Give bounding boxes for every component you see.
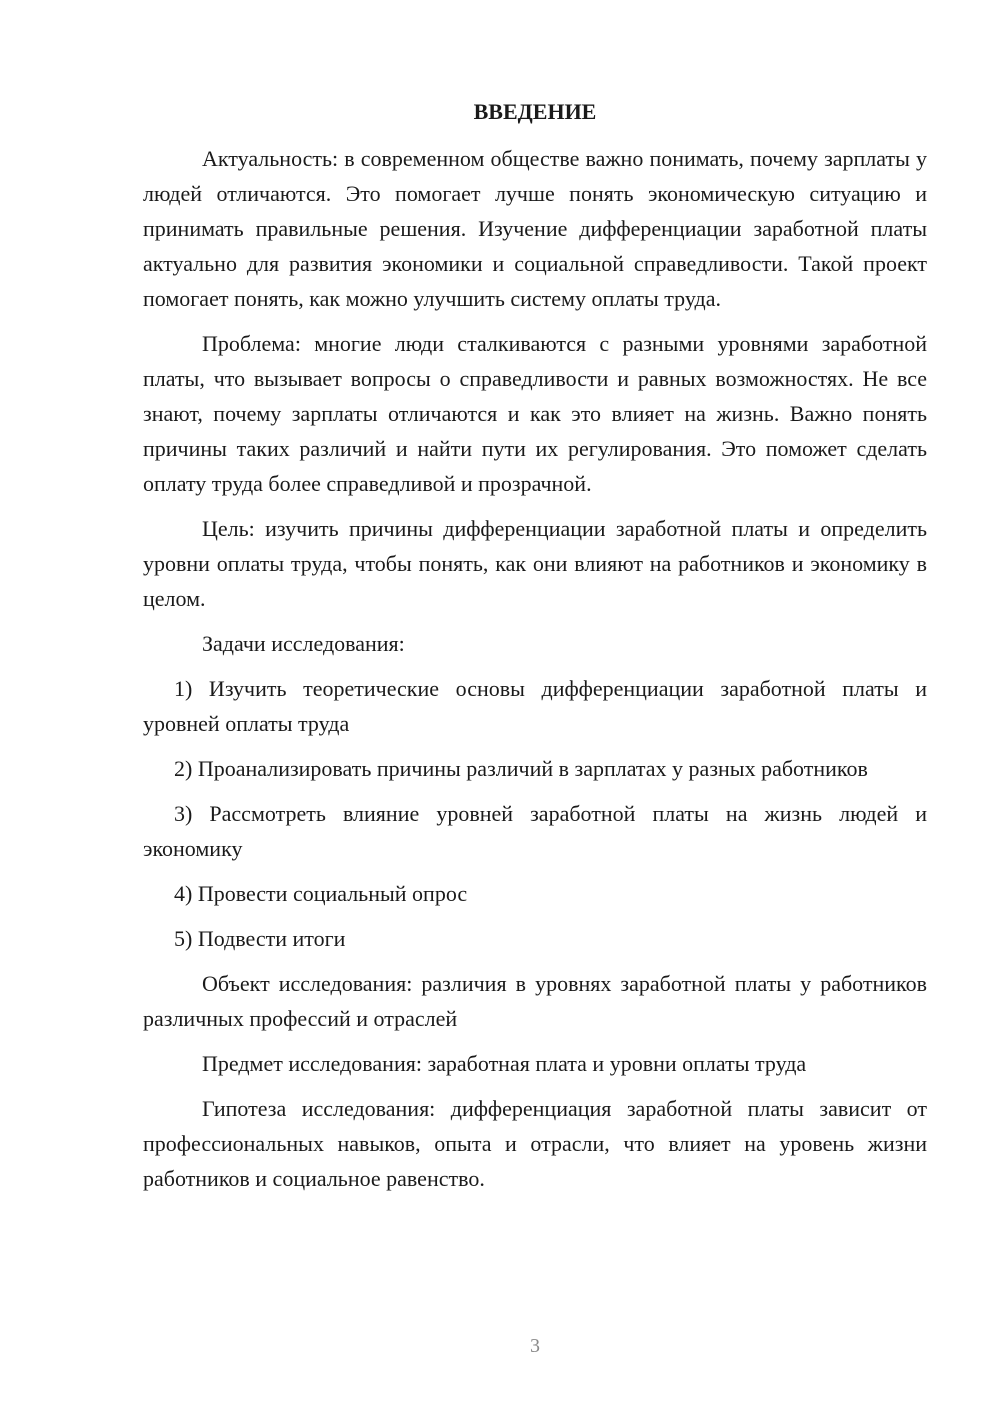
- document-page: [143, 0, 927, 1414]
- paragraph-tasks-intro: Задачи исследования:: [202, 631, 405, 656]
- paragraph-goal: Цель: изучить причины дифференциации заработной платы и определить уровни оплаты труда, чтобы понять, как они влияют на работников и экономику в целом.: [143, 516, 927, 611]
- task-item-5: 5) Подвести итоги: [174, 926, 346, 951]
- document-body: [143, 141, 927, 1206]
- paragraph-subject: Предмет исследования: заработная плата и уровни оплаты труда: [202, 1051, 807, 1076]
- task-item-2: 2) Проанализировать причины различий в зарплатах у разных работников: [174, 756, 868, 781]
- page-title: ВВЕДЕНИЕ: [473, 99, 597, 124]
- task-item-4: 4) Провести социальный опрос: [174, 881, 468, 906]
- page-number: 3: [530, 1335, 540, 1357]
- task-item-1: 1) Изучить теоретические основы дифференциации заработной платы и уровней оплаты труда: [143, 676, 927, 736]
- paragraph-object: Объект исследования: различия в уровнях заработной платы у работников различных профессий и отраслей: [143, 971, 927, 1031]
- task-item-3: 3) Рассмотреть влияние уровней заработной платы на жизнь людей и экономику: [143, 801, 927, 861]
- paragraph-hypothesis: Гипотеза исследования: дифференциация заработной платы зависит от профессиональных навыков, опыта и отрасли, что влияет на уровень жизни работников и социальное равенство.: [143, 1096, 927, 1191]
- paragraph-relevance: Актуальность: в современном обществе важно понимать, почему зарплаты у людей отличаются. Это помогает лучше понять экономическую ситуацию и принимать правильные решения. Изучение дифференциации заработной платы актуально для развития экономики и социальной справедливости. Такой проект помогает понять, как можно улучшить систему оплаты труда.: [143, 146, 927, 311]
- paragraph-problem: Проблема: многие люди сталкиваются с разными уровнями заработной платы, что вызывает вопросы о справедливости и равных возможностях. Не все знают, почему зарплаты отличаются и как это влияет на жизнь. Важно понять причины таких различий и найти пути их регулирования. Это поможет сделать оплату труда более справедливой и прозрачной.: [143, 331, 927, 496]
